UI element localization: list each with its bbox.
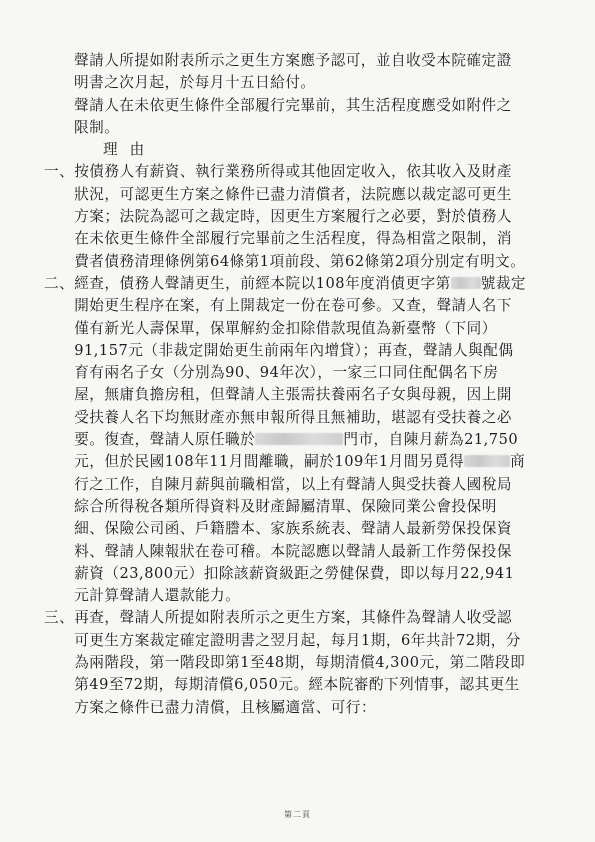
- reason-section-2: [44, 273, 527, 607]
- reason-section-3: [44, 607, 526, 718]
- redaction-mark: [451, 277, 481, 289]
- section-number: 二、: [44, 274, 75, 292]
- section-text: [74, 273, 526, 607]
- paragraph-ruling-2: 聲請人在未依更生條件全部履行完畢前，其生活程度應受如附件之限制。: [74, 96, 512, 136]
- redaction-mark: [464, 455, 510, 467]
- section-number: 一、: [44, 163, 75, 181]
- section-text: 按債務人有薪資、執行業務所得或其他固定收入，依其收入及財產狀況，可認更生方案之條件已盡力清償者，法院應以裁定認可更生方案；法院為認可之裁定時，因更生方案履行之必要，對於債務人在未依更生條件全部履行完畢前之生活程度，得為相當之限制，消費者債務清理條例第64條第1項前段、第62條第2項分別定有明文。: [74, 163, 526, 270]
- reason-section-1: [44, 161, 526, 272]
- section-2-part-d: 商行之工作，自陳月薪與前職相當，以上有聲請人與受扶養人國稅局綜合所得稅各類所得資料及財產歸屬清單、保險同業公會投保明細、保險公司函、戶籍謄本、家族系統表、聲請人最新勞保投保資料、聲請人陳報狀在卷可稽。本院認應以聲請人最新工作勞保投保薪資（23,800元）扣除該薪資級距之勞健保費，即以每月22,941元計算聲請人還款能力。: [74, 453, 526, 605]
- section-2-part-c: 門市，自陳月薪為21,750元，但於民國108年11月間離職，嗣於109年1月間另覓得: [74, 431, 519, 471]
- document-body: [44, 50, 527, 719]
- redaction-mark: [255, 433, 343, 445]
- page-number: 第二頁: [284, 810, 311, 819]
- section-2-part-a: 經查，債務人聲請更生，前經本院以108年度消債更字第: [74, 274, 451, 292]
- paragraph-ruling-1: 聲請人所提如附表所示之更生方案應予認可，並自收受本院確定證明書之次月起，於每月十五日給付。: [74, 52, 512, 92]
- section-text: 再查，聲請人所提如附表所示之更生方案，其條件為聲請人收受認可更生方案裁定確定證明書之翌月起，每月1期，6年共計72期，分為兩階段，第一階段即第1至48期，每期清償4,300元，第二階段即第49至72期，每期清償6,050元。經本院審酌下列情事，認其更生方案之條件已盡力清償，且核屬適當、可行：: [74, 609, 526, 716]
- section-number: 三、: [44, 609, 75, 627]
- section-2-part-b: 號裁定開始更生程序在案，有上開裁定一份在卷可參。又查，聲請人名下僅有新光人壽保單，保單解約金扣除借款現值為新臺幣（下同）91,157元（非裁定開始更生前兩年內增貸）；再查，聲請人與配偶育有兩名子女（分別為90、94年次），一家三口同住配偶名下房屋，無庸負擔房租，但聲請人主張需扶養兩名子女與母親，因上開受扶養人名下均無財產亦無申報所得且無補助，堪認有受扶養之必要。復查，聲請人原任職於: [74, 274, 527, 449]
- section-heading-reasons: 理由: [103, 141, 157, 159]
